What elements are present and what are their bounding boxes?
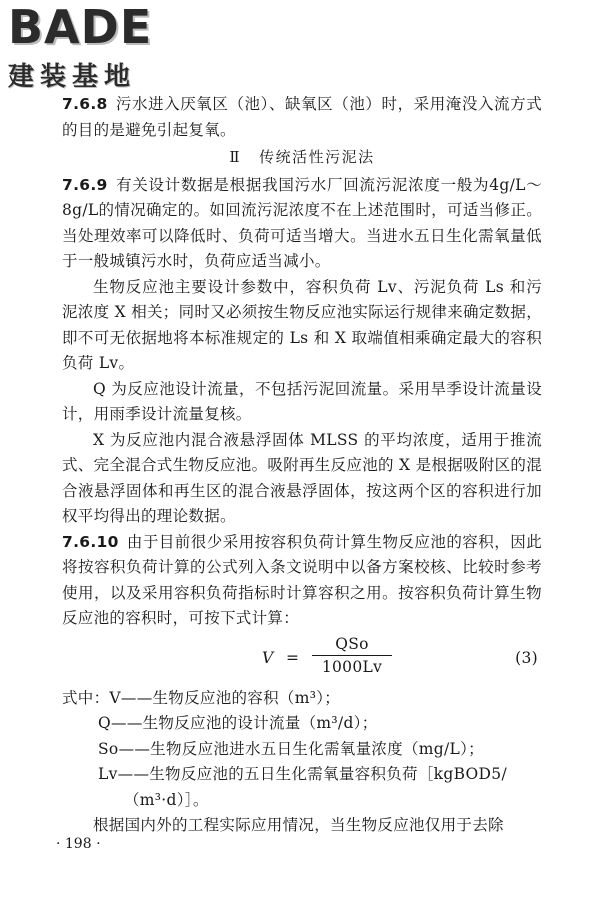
formula-equals: = (286, 648, 300, 667)
clause-text: 有关设计数据是根据我国污水厂回流污泥浓度一般为4g/L～8g/L的情况确定的。如回流污泥浓度不在上述范围时，可适当修正。当处理效率可以降低时、负荷可适当增大。当进水五日生化需氧量低于一般城镇污水时，负荷应适当减小。 (62, 175, 542, 270)
variable-description: ——生物反应池的容积（m³）； (120, 688, 341, 707)
clause-7-6-10 (62, 530, 542, 632)
variable-so (62, 737, 542, 763)
clause-number: 7.6.8 (62, 95, 108, 113)
variable-symbol: V (109, 688, 121, 707)
document-body (62, 92, 542, 839)
clause-text: 由于目前很少采用按容积负荷计算生物反应池的容积，因此将按容积负荷计算的公式列入条文说明中以备方案校核、比较时参考使用，以及采用容积负荷指标时计算容积之用。按容积负荷计算生物反应池的容积时，可按下式计算： (62, 532, 542, 627)
bade-logo (8, 0, 188, 92)
variable-q (62, 711, 542, 737)
paragraph-x-definition: X 为反应池内混合液悬浮固体 MLSS 的平均浓度，适用于推流式、完全混合式生物反应池。吸附再生反应池的 X 是根据吸附区的混合液悬浮固体和再生区的混合液悬浮固体，按这两个区的容积进行加权平均得出的理论数据。 (62, 430, 542, 525)
variable-description: ——生物反应池的设计流量（m³/d）； (111, 714, 378, 732)
variable-lv (62, 762, 542, 788)
clause-number: 7.6.10 (62, 532, 119, 551)
formula-denominator: 1000Lv (321, 657, 383, 676)
section-number: Ⅱ (229, 148, 242, 166)
variable-description: ——生物反应池进水五日生化需氧量浓度（mg/L）； (118, 739, 484, 758)
variable-lv-continued: （m³·d）］。 (124, 790, 209, 809)
variables-intro: 式中： (62, 688, 110, 707)
formula-fraction (312, 634, 392, 678)
formula-3 (62, 634, 542, 686)
variable-v (62, 686, 542, 712)
formula-lhs: V (262, 648, 274, 667)
variable-description: ——生物反应池的五日生化需氧量容积负荷［kgBOD5/ (117, 765, 507, 783)
section-heading (62, 145, 542, 171)
logo-brand: BADE (8, 0, 153, 54)
formula-numerator: QSo (312, 634, 392, 656)
variable-symbol: Lv (98, 765, 118, 783)
logo-subtitle: 建装基地 (8, 62, 137, 92)
paragraph-design-params: 生物反应池主要设计参数中，容积负荷 Lv、污泥负荷 Ls 和污泥浓度 X 相关；同时又必须按生物反应池实际运行规律来确定数据，即不可无依据地将本标准规定的 Ls 和 X 取端值相乘确定最大的容积负荷 Lv。 (62, 277, 542, 372)
variable-symbol: Q (98, 714, 112, 732)
clause-text: 污水进入厌氧区（池）、缺氧区（池）时，采用淹没入流方式的目的是避免引起复氧。 (62, 95, 542, 139)
section-title: 传统活性污泥法 (259, 148, 375, 166)
page-number: · 198 · (56, 836, 101, 852)
clause-7-6-8 (62, 92, 542, 143)
paragraph-q-definition: Q 为反应池设计流量，不包括污泥回流量。采用旱季设计流量设计，用雨季设计流量复核。 (62, 379, 542, 423)
variable-symbol: So (98, 739, 119, 758)
clause-7-6-9 (62, 173, 542, 275)
paragraph-last: 根据国内外的工程实际应用情况，当生物反应池仅用于去除 (93, 816, 504, 834)
clause-number: 7.6.9 (62, 175, 108, 194)
formula-number: (3) (515, 648, 538, 667)
